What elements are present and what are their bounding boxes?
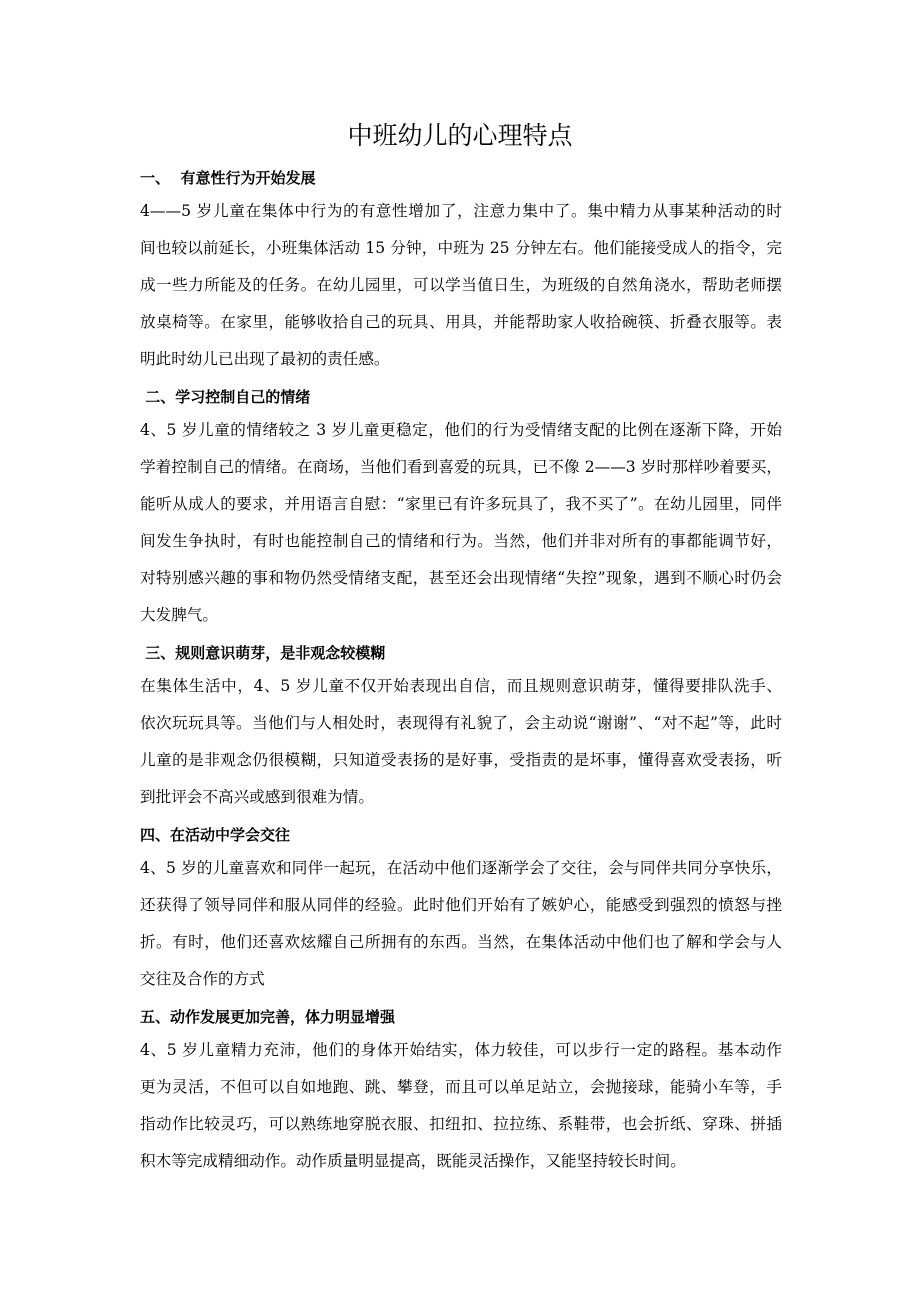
- section-paragraph: [140, 193, 782, 378]
- paragraph-line: 4、5 岁儿童精力充沛，他们的身体开始结实，体力较佳，可以步行一定的路程。基本动作: [140, 1041, 782, 1059]
- paragraph-line: 更为灵活，不但可以自如地跑、跳、攀登，而且可以单足站立，会抛接球，能骑小车等，手: [140, 1078, 782, 1096]
- paragraph-line: 还获得了领导同伴和服从同伴的经验。此时他们开始有了嫉妒心，能感受到强烈的愤怒与挫: [140, 896, 782, 914]
- paragraph-line: 积木等完成精细动作。动作质量明显提高，既能灵活操作，又能坚持较长时间。: [140, 1152, 686, 1170]
- paragraph-line: 在集体生活中，4、5 岁儿童不仅开始表现出自信，而且规则意识萌芽，懂得要排队洗手、: [140, 677, 782, 695]
- paragraph-line: 4、5 岁的儿童喜欢和同伴一起玩，在活动中他们逐渐学会了交往，会与同伴共同分享快乐，: [140, 859, 782, 877]
- section-heading: 一、 有意性行为开始发展: [140, 169, 316, 187]
- paragraph-line: 指动作比较灵巧，可以熟练地穿脱衣服、扣纽扣、拉拉练、系鞋带，也会折纸、穿珠、拼插: [140, 1115, 782, 1133]
- paragraph-line: 间也较以前延长，小班集体活动 15 分钟，中班为 25 分钟左右。他们能接受成人的指令，完: [140, 239, 782, 257]
- paragraph-line: 明此时幼儿已出现了最初的责任感。: [140, 350, 390, 368]
- paragraph-line: 依次玩玩具等。当他们与人相处时，表现得有礼貌了，会主动说“谢谢”、“对不起”等，此时: [140, 714, 782, 732]
- section-paragraph: [140, 850, 782, 998]
- paragraph-line: 学着控制自己的情绪。在商场，当他们看到喜爱的玩具，已不像 2——3 岁时那样吵着要买，: [140, 458, 782, 476]
- section-paragraph: [140, 1032, 782, 1180]
- section-heading: 二、学习控制自己的情绪: [140, 388, 311, 406]
- section-paragraph: [140, 412, 782, 634]
- document-title: 中班幼儿的心理特点: [347, 121, 573, 150]
- paragraph-line: 间发生争执时，有时也能控制自己的情绪和行为。当然，他们并非对所有的事都能调节好，: [140, 532, 782, 550]
- paragraph-line: 交往及合作的方式: [140, 970, 265, 988]
- document-body: [140, 163, 782, 1184]
- paragraph-line: 4、5 岁儿童的情绪较之 3 岁儿童更稳定，他们的行为受情绪支配的比例在逐渐下降，开始: [140, 421, 782, 439]
- paragraph-line: 大发脾气。: [140, 606, 218, 624]
- section-heading: 四、在活动中学会交往: [140, 826, 291, 844]
- paragraph-line: 对特别感兴趣的事和物仍然受情绪支配，甚至还会出现情绪“失控”现象，遇到不顺心时仍会: [140, 569, 782, 587]
- section-paragraph: [140, 668, 782, 816]
- paragraph-line: 放桌椅等。在家里，能够收拾自己的玩具、用具，并能帮助家人收拾碗筷、折叠衣服等。表: [140, 313, 782, 331]
- paragraph-line: 能听从成人的要求，并用语言自慰：“家里已有许多玩具了，我不买了”。在幼儿园里，同伴: [140, 495, 782, 513]
- paragraph-line: 成一些力所能及的任务。在幼儿园里，可以学当值日生，为班级的自然角浇水，帮助老师摆: [140, 276, 782, 294]
- paragraph-line: 折。有时，他们还喜欢炫耀自己所拥有的东西。当然，在集体活动中他们也了解和学会与人: [140, 933, 782, 951]
- paragraph-line: 到批评会不高兴或感到很难为情。: [140, 788, 374, 806]
- paragraph-line: 儿童的是非观念仍很模糊，只知道受表扬的是好事，受指责的是坏事，懂得喜欢受表扬，听: [140, 751, 782, 769]
- section-heading: 五、动作发展更加完善，体力明显增强: [140, 1008, 396, 1026]
- section-heading: 三、规则意识萌芽，是非观念较模糊: [140, 644, 386, 662]
- paragraph-line: 4——5 岁儿童在集体中行为的有意性增加了，注意力集中了。集中精力从事某种活动的时: [140, 202, 782, 220]
